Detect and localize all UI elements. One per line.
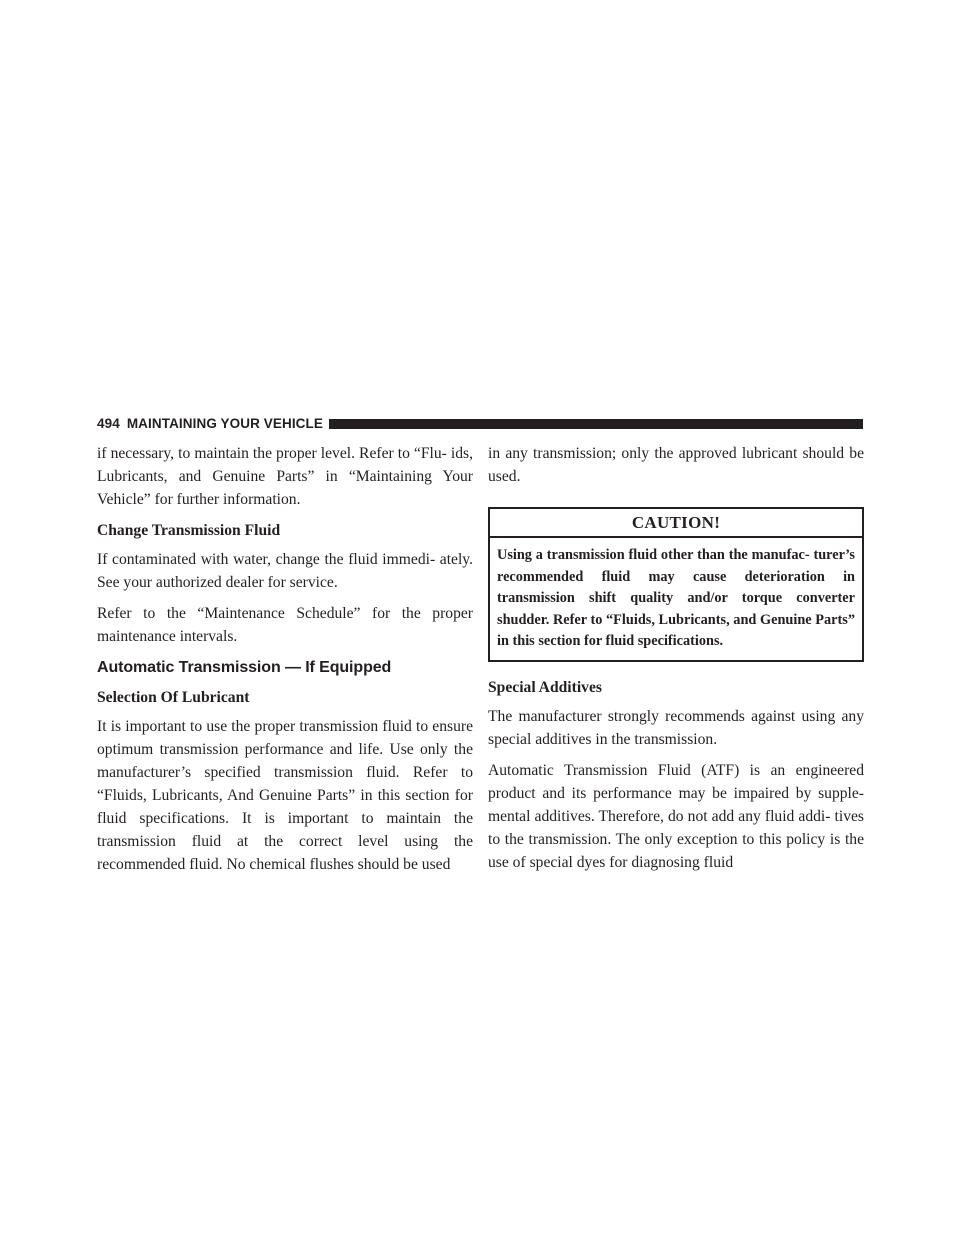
caution-box [488,507,864,662]
paragraph: If contaminated with water, change the fluid immedi- ately. See your authorized dealer for service. [97,551,473,591]
paragraph: Automatic Transmission Fluid (ATF) is an engineered product and its performance may be impaired by supple- mental additives. Therefore, do not add any fluid addi- tives to the transmission. The only exception to this policy is the use of special dyes for diagnosing fluid [488,761,864,871]
paragraph: Refer to the “Maintenance Schedule” for the proper maintenance intervals. [97,605,473,645]
subheading-special-additives: Special Additives [488,678,602,696]
caution-title: CAUTION! [490,509,862,538]
paragraph: The manufacturer strongly recommends against using any special additives in the transmission. [488,707,864,748]
paragraph: if necessary, to maintain the proper level. Refer to “Flu- ids, Lubricants, and Genuine Parts” in “Maintaining Your Vehicle” for further information. [97,445,473,508]
left-column [97,442,473,876]
section-title: MAINTAINING YOUR VEHICLE [126,416,323,431]
page-number: 494 [97,416,120,431]
caution-text: Using a transmission fluid other than the manufac- turer’s recommended fluid may cause deterioration in transmission shift quality and/or torque converter shudder. Refer to “Fluids, Lubricants, and Genuine Parts” in this section for fluid specifications. [497,547,855,649]
right-column [488,442,864,874]
section-heading-automatic-transmission: Automatic Transmission — If Equipped [97,659,392,676]
page-header [97,417,863,431]
subheading-change-fluid: Change Transmission Fluid [97,522,281,539]
subheading-selection-of-lubricant: Selection Of Lubricant [97,689,250,706]
paragraph: It is important to use the proper transmission fluid to ensure optimum transmission performance and life. Use only the manufacturer’s specified transmission fluid. Refer to “Fluids, Lubricants, And Genuine Parts” in this section for fluid specifications. It is important to maintain the transmission fluid at the correct level using the recommended fluid. No chemical flushes should be used [97,718,473,873]
paragraph: in any transmission; only the approved lubricant should be used. [488,445,864,485]
header-rule [329,419,863,429]
